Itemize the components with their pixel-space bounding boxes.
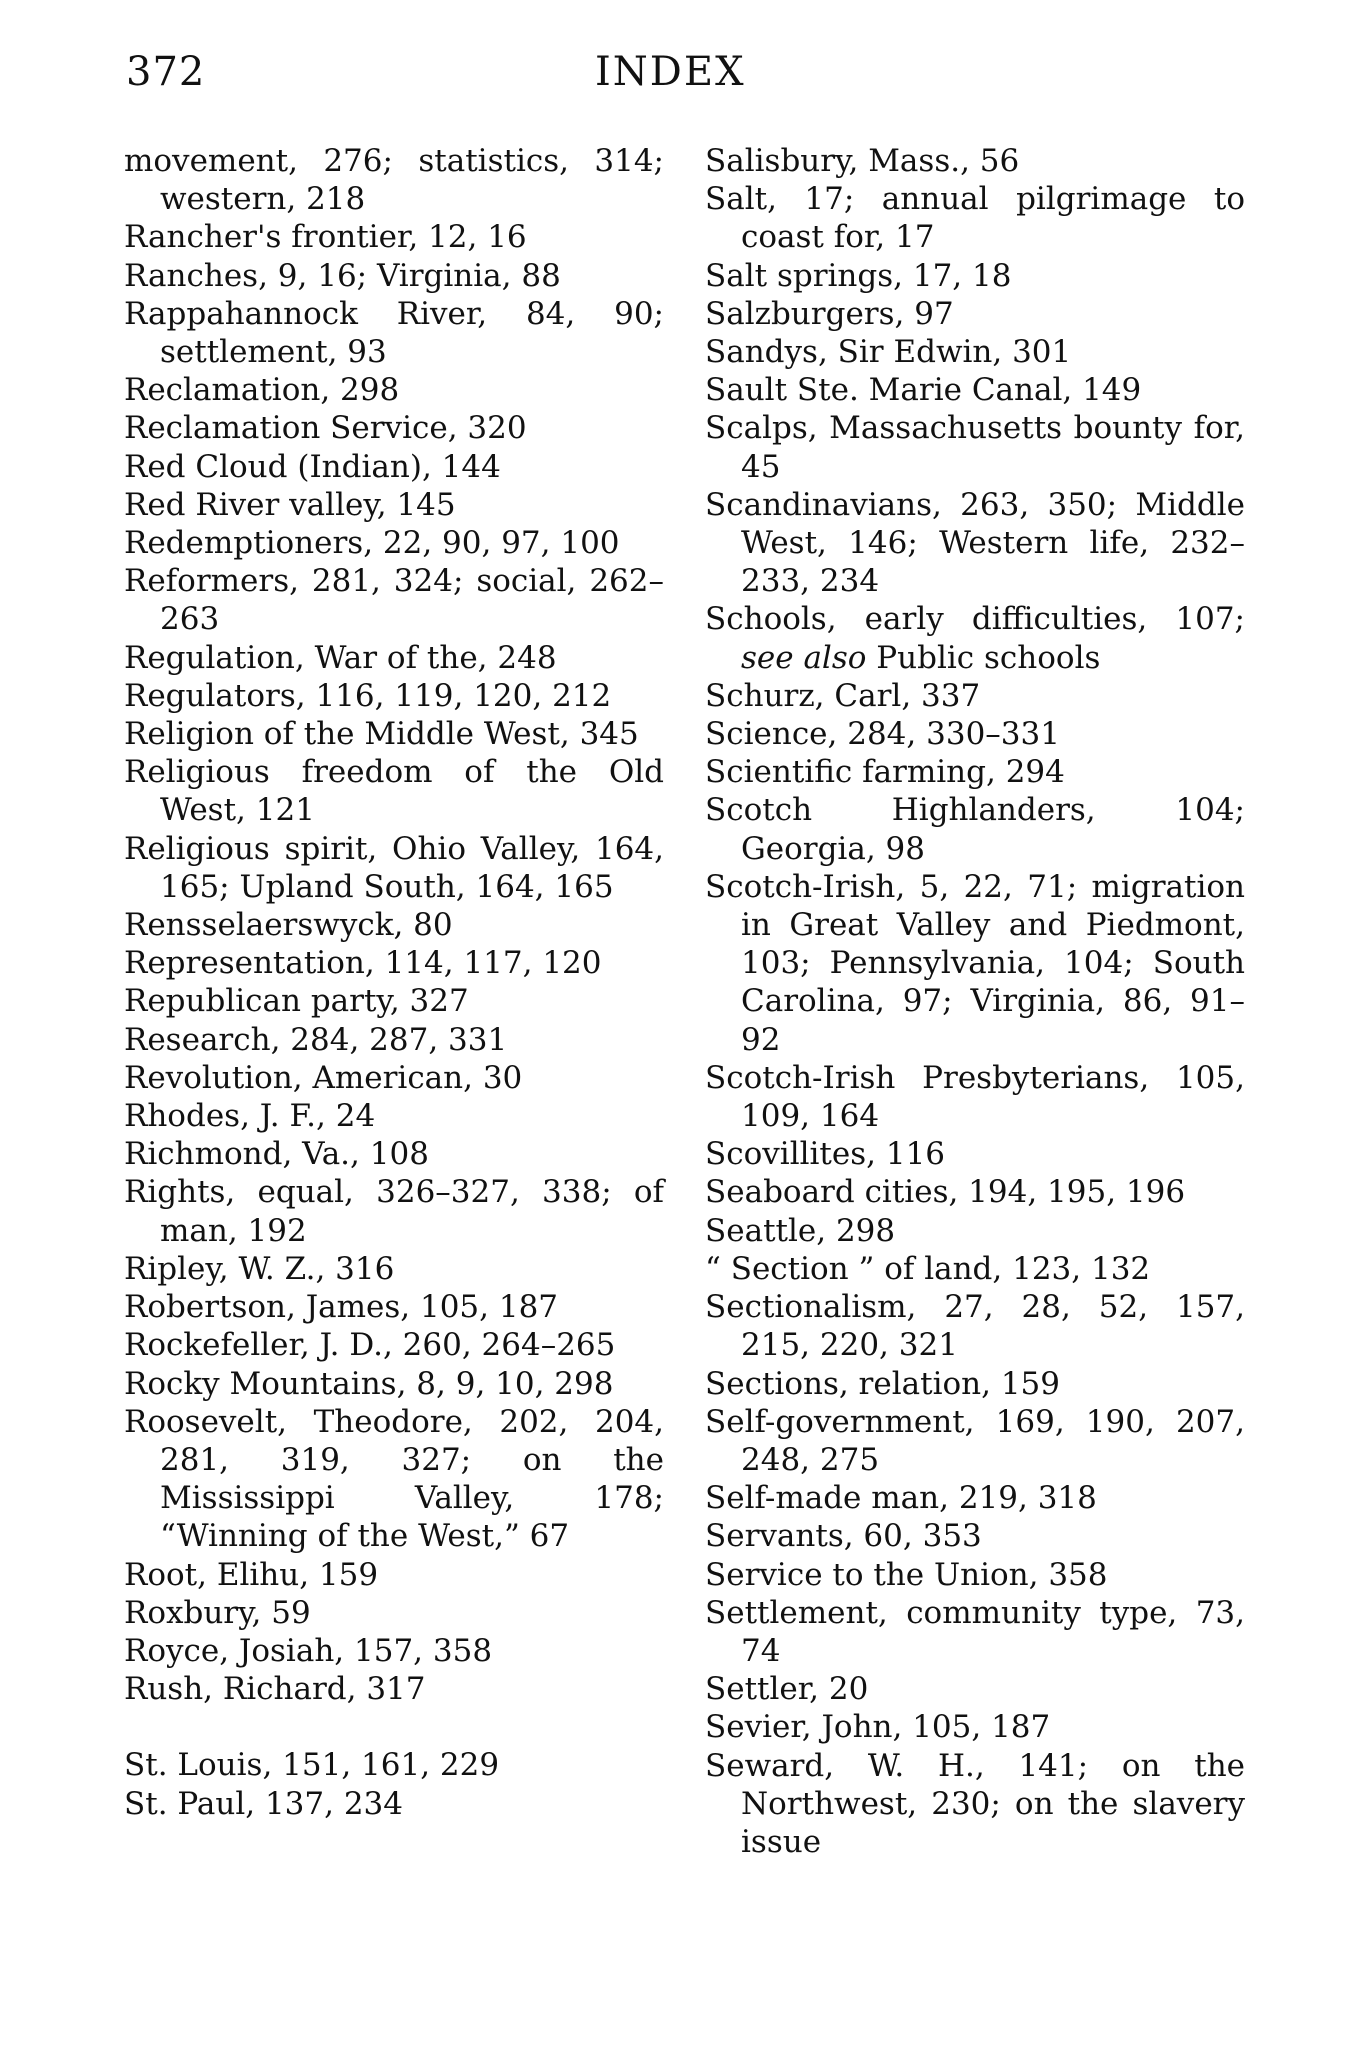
index-entry: Scotch Highlanders, 104; Georgia, 98 bbox=[705, 792, 1245, 867]
index-entry: movement, 276; statistics, 314; western, 218 bbox=[124, 143, 664, 218]
index-entry: Robertson, James, 105, 187 bbox=[124, 1289, 559, 1326]
index-entry: Redemptioners, 22, 90, 97, 100 bbox=[124, 525, 620, 562]
index-entry: Religious freedom of the Old West, 121 bbox=[124, 754, 664, 829]
index-entry: Seward, W. H., 141; on the Northwest, 230; on the slavery issue bbox=[705, 1747, 1245, 1860]
index-entry: Self-government, 169, 190, 207, 248, 275 bbox=[705, 1403, 1245, 1478]
index-entry: Roosevelt, Theodore, 202, 204, 281, 319, 327; on the Mississippi Valley, 178; “Winning of the West,” 67 bbox=[124, 1403, 664, 1555]
index-entry: Sault Ste. Marie Canal, 149 bbox=[705, 372, 1142, 409]
index-column-right bbox=[705, 142, 1245, 1861]
index-entry: Rush, Richard, 317 bbox=[124, 1671, 426, 1708]
index-entry: Seaboard cities, 194, 195, 196 bbox=[705, 1174, 1186, 1211]
page-number: 372 bbox=[126, 49, 206, 95]
index-entry: Rhodes, J. F., 24 bbox=[124, 1098, 376, 1135]
index-entry-schools bbox=[705, 600, 1245, 676]
index-entry: Sections, relation, 159 bbox=[705, 1365, 1061, 1402]
index-entry: Settler, 20 bbox=[705, 1671, 869, 1708]
see-also-prefix: see also bbox=[741, 639, 867, 676]
index-entry: Service to the Union, 358 bbox=[705, 1556, 1108, 1593]
index-entry: Religion of the Middle West, 345 bbox=[124, 716, 639, 753]
index-entry: Regulation, War of the, 248 bbox=[124, 639, 557, 676]
index-entry: Scalps, Massachusetts bounty for, 45 bbox=[705, 410, 1245, 485]
index-entry: Scandinavians, 263, 350; Middle West, 146; Western life, 232–233, 234 bbox=[705, 486, 1245, 600]
index-entry: Sandys, Sir Edwin, 301 bbox=[705, 334, 1072, 371]
index-entry: Salisbury, Mass., 56 bbox=[705, 143, 1020, 179]
index-entry: Schurz, Carl, 337 bbox=[705, 677, 981, 714]
index-entry: Rights, equal, 326–327, 338; of man, 192 bbox=[124, 1174, 664, 1249]
index-entry: Seattle, 298 bbox=[705, 1212, 896, 1249]
see-also-target: Public schools bbox=[866, 639, 1101, 676]
index-entry: Self-made man, 219, 318 bbox=[705, 1480, 1097, 1517]
index-entry: Reclamation, 298 bbox=[124, 372, 400, 409]
index-entry: Root, Elihu, 159 bbox=[124, 1556, 379, 1593]
index-entry: St. Paul, 137, 234 bbox=[124, 1785, 403, 1822]
index-entry: Rockefeller, J. D., 260, 264–265 bbox=[124, 1327, 616, 1364]
index-entry: “ Section ” of land, 123, 132 bbox=[705, 1250, 1151, 1287]
index-entry: Science, 284, 330–331 bbox=[705, 716, 1060, 753]
index-entry: Research, 284, 287, 331 bbox=[124, 1021, 508, 1058]
running-head: INDEX bbox=[595, 49, 746, 95]
index-entry: Red River valley, 145 bbox=[124, 486, 456, 523]
index-entry: Salt, 17; annual pilgrimage to coast for, 17 bbox=[705, 181, 1245, 256]
index-entry: Roxbury, 59 bbox=[124, 1594, 311, 1631]
index-entry: St. Louis, 151, 161, 229 bbox=[124, 1747, 500, 1784]
index-entry: Rocky Mountains, 8, 9, 10, 298 bbox=[124, 1365, 614, 1402]
index-entry: Rappahannock River, 84, 90; settlement, 93 bbox=[124, 295, 664, 371]
index-entry: Rensselaerswyck, 80 bbox=[124, 907, 453, 944]
index-entry: Representation, 114, 117, 120 bbox=[124, 945, 602, 982]
index-entry: Salzburgers, 97 bbox=[705, 295, 954, 332]
index-entry: Scotch-Irish, 5, 22, 71; migration in Great Valley and Piedmont, 103; Pennsylvania, 104; South Carolina, 97; Virginia, 86, 91–92 bbox=[705, 868, 1245, 1058]
index-entry: Ranches, 9, 16; Virginia, 88 bbox=[124, 257, 561, 294]
index-entry: Servants, 60, 353 bbox=[705, 1518, 982, 1555]
index-entry: Settlement, community type, 73, 74 bbox=[705, 1594, 1245, 1669]
index-entry: Regulators, 116, 119, 120, 212 bbox=[124, 677, 612, 714]
index-entry: Reclamation Service, 320 bbox=[124, 410, 527, 447]
index-entry: Sevier, John, 105, 187 bbox=[705, 1709, 1051, 1746]
index-entry: Royce, Josiah, 157, 358 bbox=[124, 1632, 493, 1669]
index-entry: Salt springs, 17, 18 bbox=[705, 257, 1012, 294]
index-entry: Red Cloud (Indian), 144 bbox=[124, 448, 501, 485]
index-entry: Rancher's frontier, 12, 16 bbox=[124, 219, 527, 256]
index-entry: Sectionalism, 27, 28, 52, 157, 215, 220, 321 bbox=[705, 1289, 1245, 1364]
index-entry: Scovillites, 116 bbox=[705, 1136, 946, 1173]
index-entry: Religious spirit, Ohio Valley, 164, 165; Upland South, 164, 165 bbox=[124, 830, 664, 905]
page-header bbox=[0, 44, 1355, 104]
index-entry: Revolution, American, 30 bbox=[124, 1059, 523, 1096]
index-entry: Scientific farming, 294 bbox=[705, 754, 1065, 791]
index-entry: Republican party, 327 bbox=[124, 983, 469, 1020]
index-entry: Ripley, W. Z., 316 bbox=[124, 1250, 395, 1287]
index-entry: Scotch-Irish Presbyterians, 105, 109, 164 bbox=[705, 1059, 1245, 1135]
index-entry: Reformers, 281, 324; social, 262–263 bbox=[124, 563, 664, 638]
index-entry: Richmond, Va., 108 bbox=[124, 1136, 429, 1173]
index-entry-main: Schools, early difficulties, 107; bbox=[705, 601, 1245, 638]
index-column-left bbox=[124, 142, 664, 1823]
